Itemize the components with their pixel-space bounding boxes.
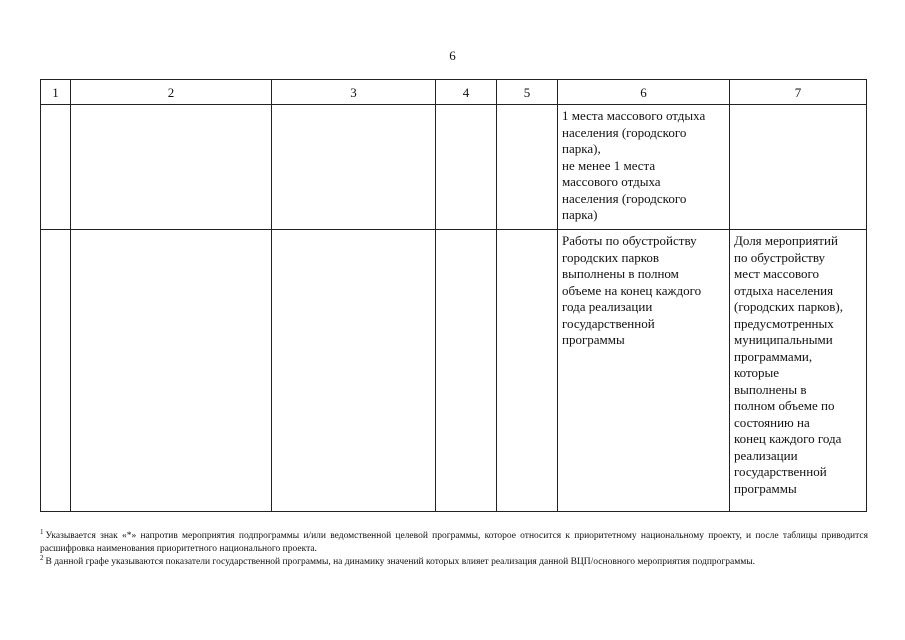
table-cell <box>497 105 558 230</box>
table-cell-expected-result: Работы по обустройству городских парков выполнены в полном объеме на конец каждого года реализации государственной программы <box>558 230 730 512</box>
page-number: 6 <box>449 48 456 63</box>
column-header-2: 2 <box>71 80 272 105</box>
table-row <box>41 230 867 512</box>
table-cell <box>436 105 497 230</box>
table-row <box>41 105 867 230</box>
footnotes <box>40 527 868 570</box>
table-cell <box>730 105 867 230</box>
column-header-7: 7 <box>730 80 867 105</box>
table-cell <box>71 230 272 512</box>
column-header-1: 1 <box>41 80 71 105</box>
footnote-text: В данной графе указываются показатели государственной программы, на динамику значений которых влияет реализация данной ВЦП/основного мероприятия подпрограммы. <box>45 557 756 567</box>
table-cell <box>436 230 497 512</box>
table-cell <box>41 230 71 512</box>
table-cell <box>272 230 436 512</box>
table-cell-indicator: Доля мероприятий по обустройству мест массового отдыха населения (городских парков), предусмотренных муниципальными программами, которые выполнены в полном объеме по состоянию на конец каждого года реализации государственной программы <box>730 230 867 512</box>
table-cell-indicator-value: 1 места массового отдыха населения (городского парка), не менее 1 места массового отдыха населения (городского парка) <box>558 105 730 230</box>
footnote-1 <box>40 527 868 555</box>
footnote-text: Указывается знак «*» напротив мероприятия подпрограммы и/или ведомственной целевой программы, которое относится к приоритетному национальному проекту, и после таблицы приводится расшифровка наименования приоритетного национального проекта. <box>40 531 868 554</box>
footnote-mark: 2 <box>40 553 44 562</box>
table-cell <box>41 105 71 230</box>
footnote-2 <box>40 553 868 569</box>
program-table <box>40 79 867 512</box>
column-header-3: 3 <box>272 80 436 105</box>
column-header-4: 4 <box>436 80 497 105</box>
column-header-6: 6 <box>558 80 730 105</box>
column-header-5: 5 <box>497 80 558 105</box>
table-cell <box>272 105 436 230</box>
table-header-row <box>41 80 867 105</box>
table-cell <box>497 230 558 512</box>
footnote-mark: 1 <box>40 527 44 536</box>
table-cell <box>71 105 272 230</box>
